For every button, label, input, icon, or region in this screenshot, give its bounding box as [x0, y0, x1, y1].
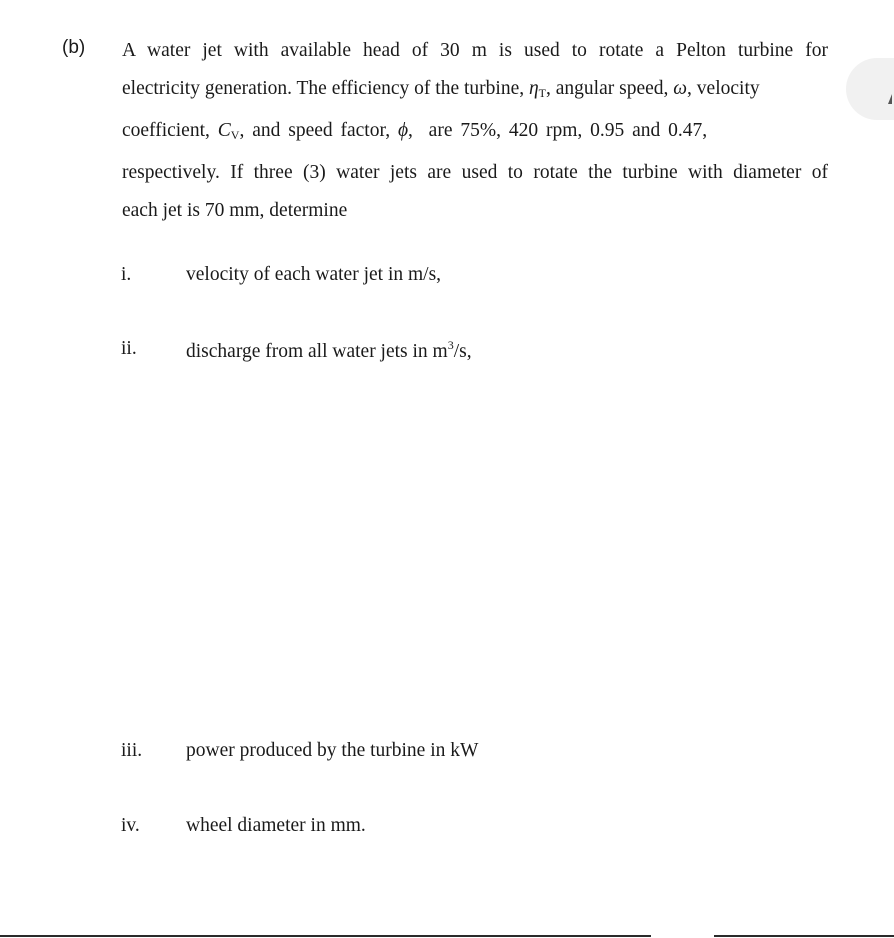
eta-subscript: T [538, 86, 547, 100]
omega-symbol: ω [673, 78, 688, 99]
sub-question-number: iv. [121, 815, 140, 836]
cv-symbol: C [217, 120, 231, 141]
question-text [122, 32, 828, 230]
question-line-2 [122, 70, 828, 112]
sub-question-text: velocity of each water jet in m/s, [186, 264, 442, 285]
phi-symbol: ϕ [397, 120, 409, 141]
bottom-rule-right [714, 935, 894, 937]
question-line-4: respectively. If three (3) water jets are used to rotate the turbine with diameter of [122, 162, 828, 183]
eta-symbol: η [528, 78, 539, 99]
cv-subscript: V [230, 128, 240, 142]
question-line-2-part-a: electricity generation. The efficiency of the turbine, [122, 78, 529, 99]
part-label: (b) [62, 37, 86, 58]
sub-question-number: i. [121, 264, 132, 285]
page-edge-mark [888, 94, 892, 104]
question-line-1: A water jet with available head of 30 m is used to rotate a Pelton turbine for [122, 40, 828, 61]
question-line-2-part-c: , velocity [687, 78, 760, 99]
question-line-3 [122, 112, 828, 154]
sub-question-text: wheel diameter in mm. [186, 815, 366, 836]
sub-question-text [186, 338, 472, 363]
question-line-5: each jet is 70 mm, determine [122, 200, 348, 221]
sub-question-number: ii. [121, 338, 137, 359]
sub-question-text: power produced by the turbine in kW [186, 740, 479, 761]
question-line-2-part-b: , angular speed, [546, 78, 674, 99]
sub-question-number: iii. [121, 740, 143, 761]
bottom-rule-left [0, 935, 651, 937]
question-line-3-part-a: coefficient, [122, 120, 218, 141]
sub-question-text-part-a: discharge from all water jets in m [186, 341, 448, 362]
sub-question-text-part-b: /s, [453, 341, 472, 362]
page-curl-shadow [846, 58, 894, 120]
question-line-3-part-c: , are 75%, 420 rpm, 0.95 and 0.47, [408, 120, 708, 141]
question-line-3-part-b: , and speed factor, [239, 120, 398, 141]
cubic-superscript: 3 [447, 338, 454, 352]
